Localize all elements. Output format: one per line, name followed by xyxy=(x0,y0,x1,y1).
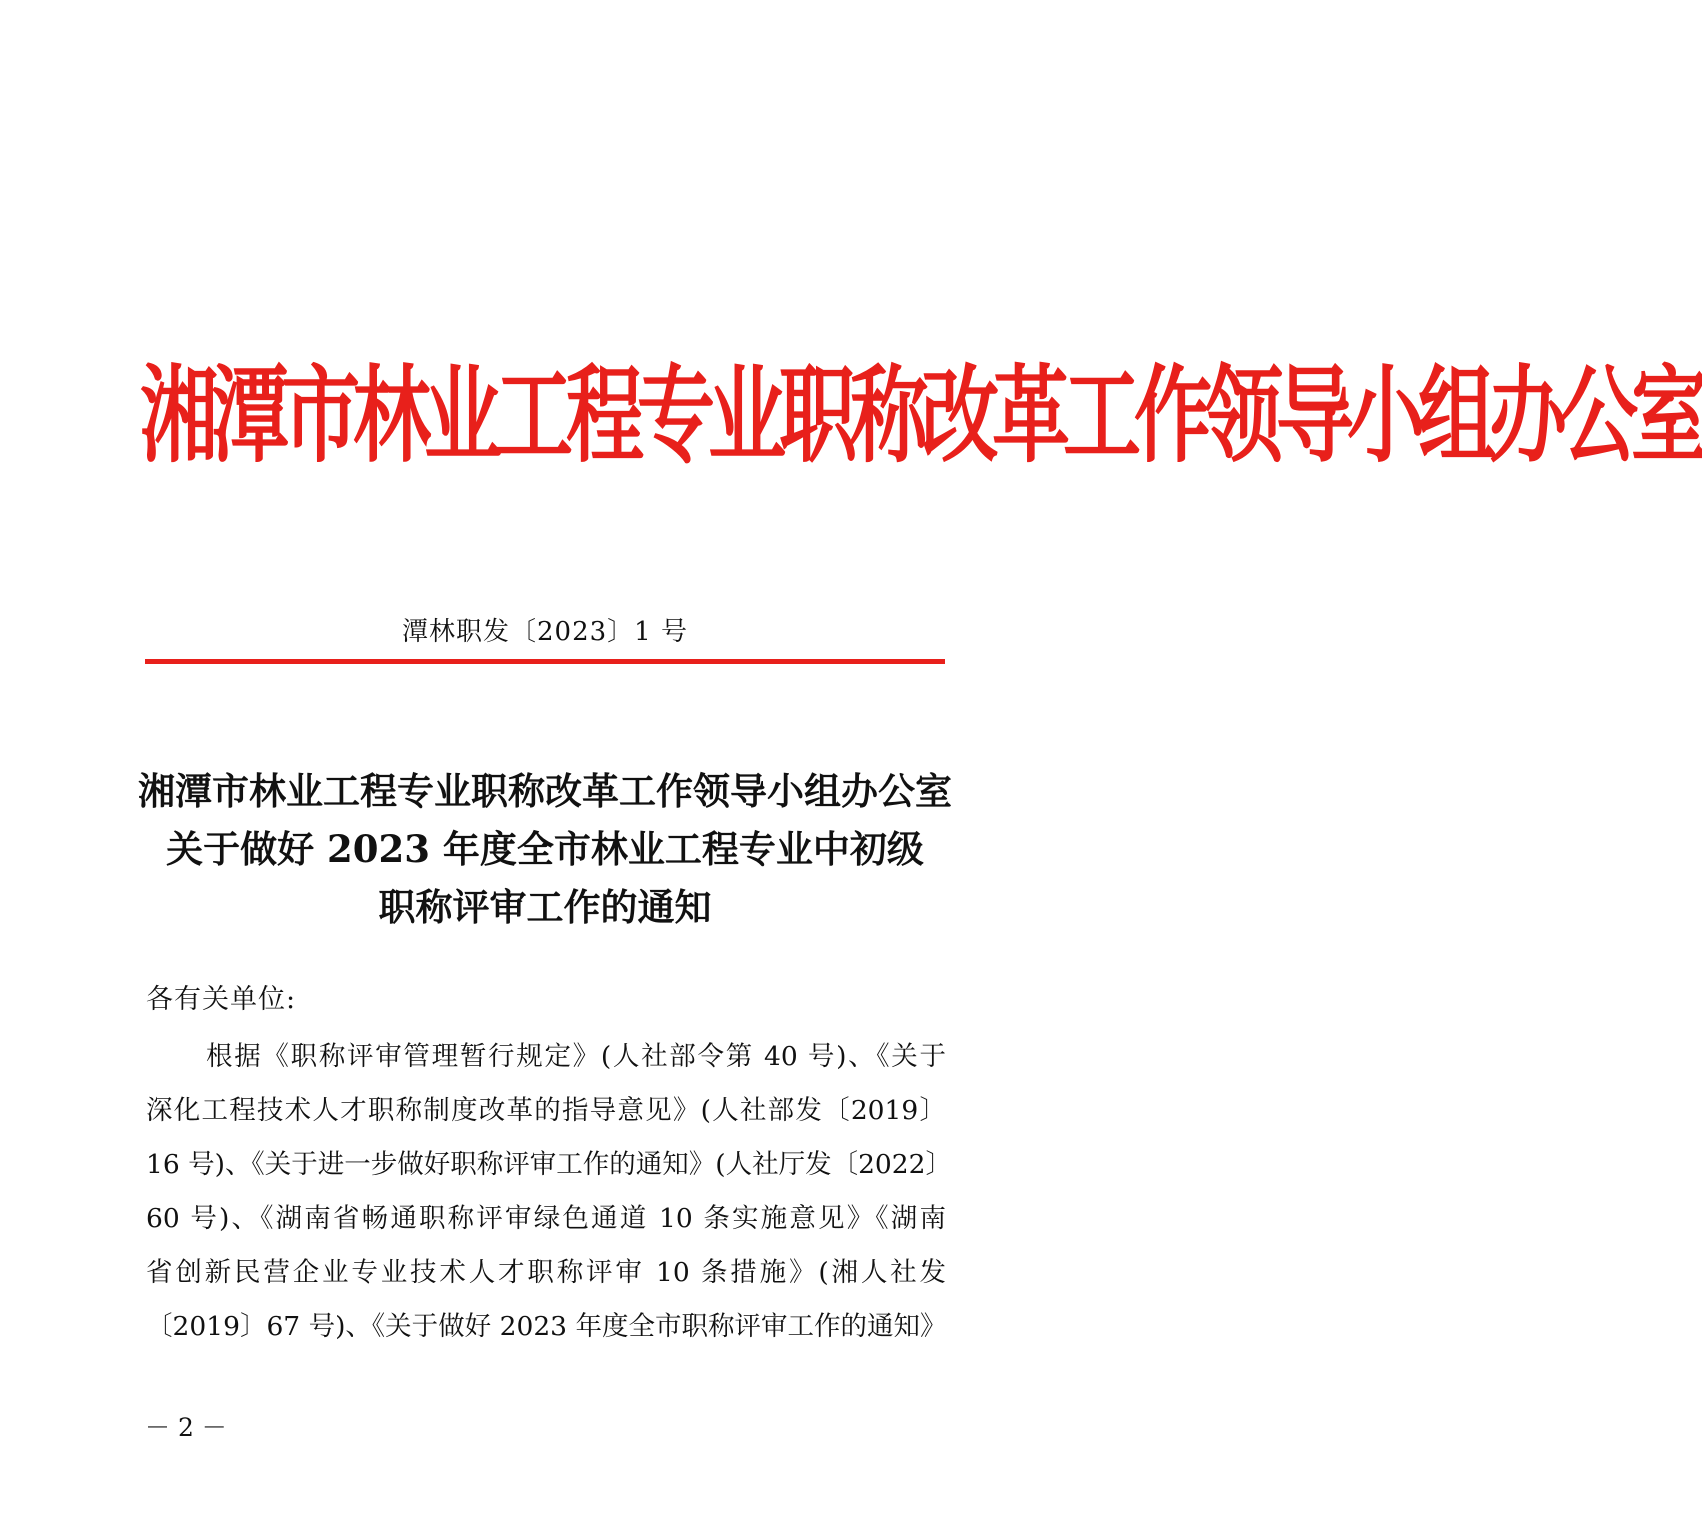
body-line-1: 根据《职称评审管理暂行规定》(人社部令第 40 号)、《关于 xyxy=(206,1041,946,1072)
salutation: 各有关单位: xyxy=(146,984,297,1015)
title-line-3: 职称评审工作的通知 xyxy=(378,885,712,929)
red-divider-rule xyxy=(145,659,945,664)
body-line-4: 60 号)、《湖南省畅通职称评审绿色通道 10 条实施意见》《湖南 xyxy=(146,1203,946,1234)
body-line-2: 深化工程技术人才职称制度改革的指导意见》(人社部发〔2019〕 xyxy=(146,1095,946,1126)
red-masthead: 湘潭市林业工程专业职称改革工作领导小组办公室 xyxy=(140,356,1702,478)
document-number: 潭林职发〔2023〕1 号 xyxy=(402,617,688,647)
body-line-3: 16 号)、《关于进一步做好职称评审工作的通知》(人社厅发〔2022〕 xyxy=(146,1149,953,1180)
title-line-1: 湘潭市林业工程专业职称改革工作领导小组办公室 xyxy=(138,769,952,813)
body-line-6: 〔2019〕67 号)、《关于做好 2023 年度全市职称评审工作的通知》 xyxy=(146,1311,947,1342)
page-number: － 2 － xyxy=(145,1413,227,1442)
document-title xyxy=(120,762,970,936)
body-paragraph xyxy=(146,1030,953,1354)
title-line-2: 关于做好 2023 年度全市林业工程专业中初级 xyxy=(166,827,924,871)
body-line-5: 省创新民营企业专业技术人才职称评审 10 条措施》(湘人社发 xyxy=(146,1257,946,1288)
